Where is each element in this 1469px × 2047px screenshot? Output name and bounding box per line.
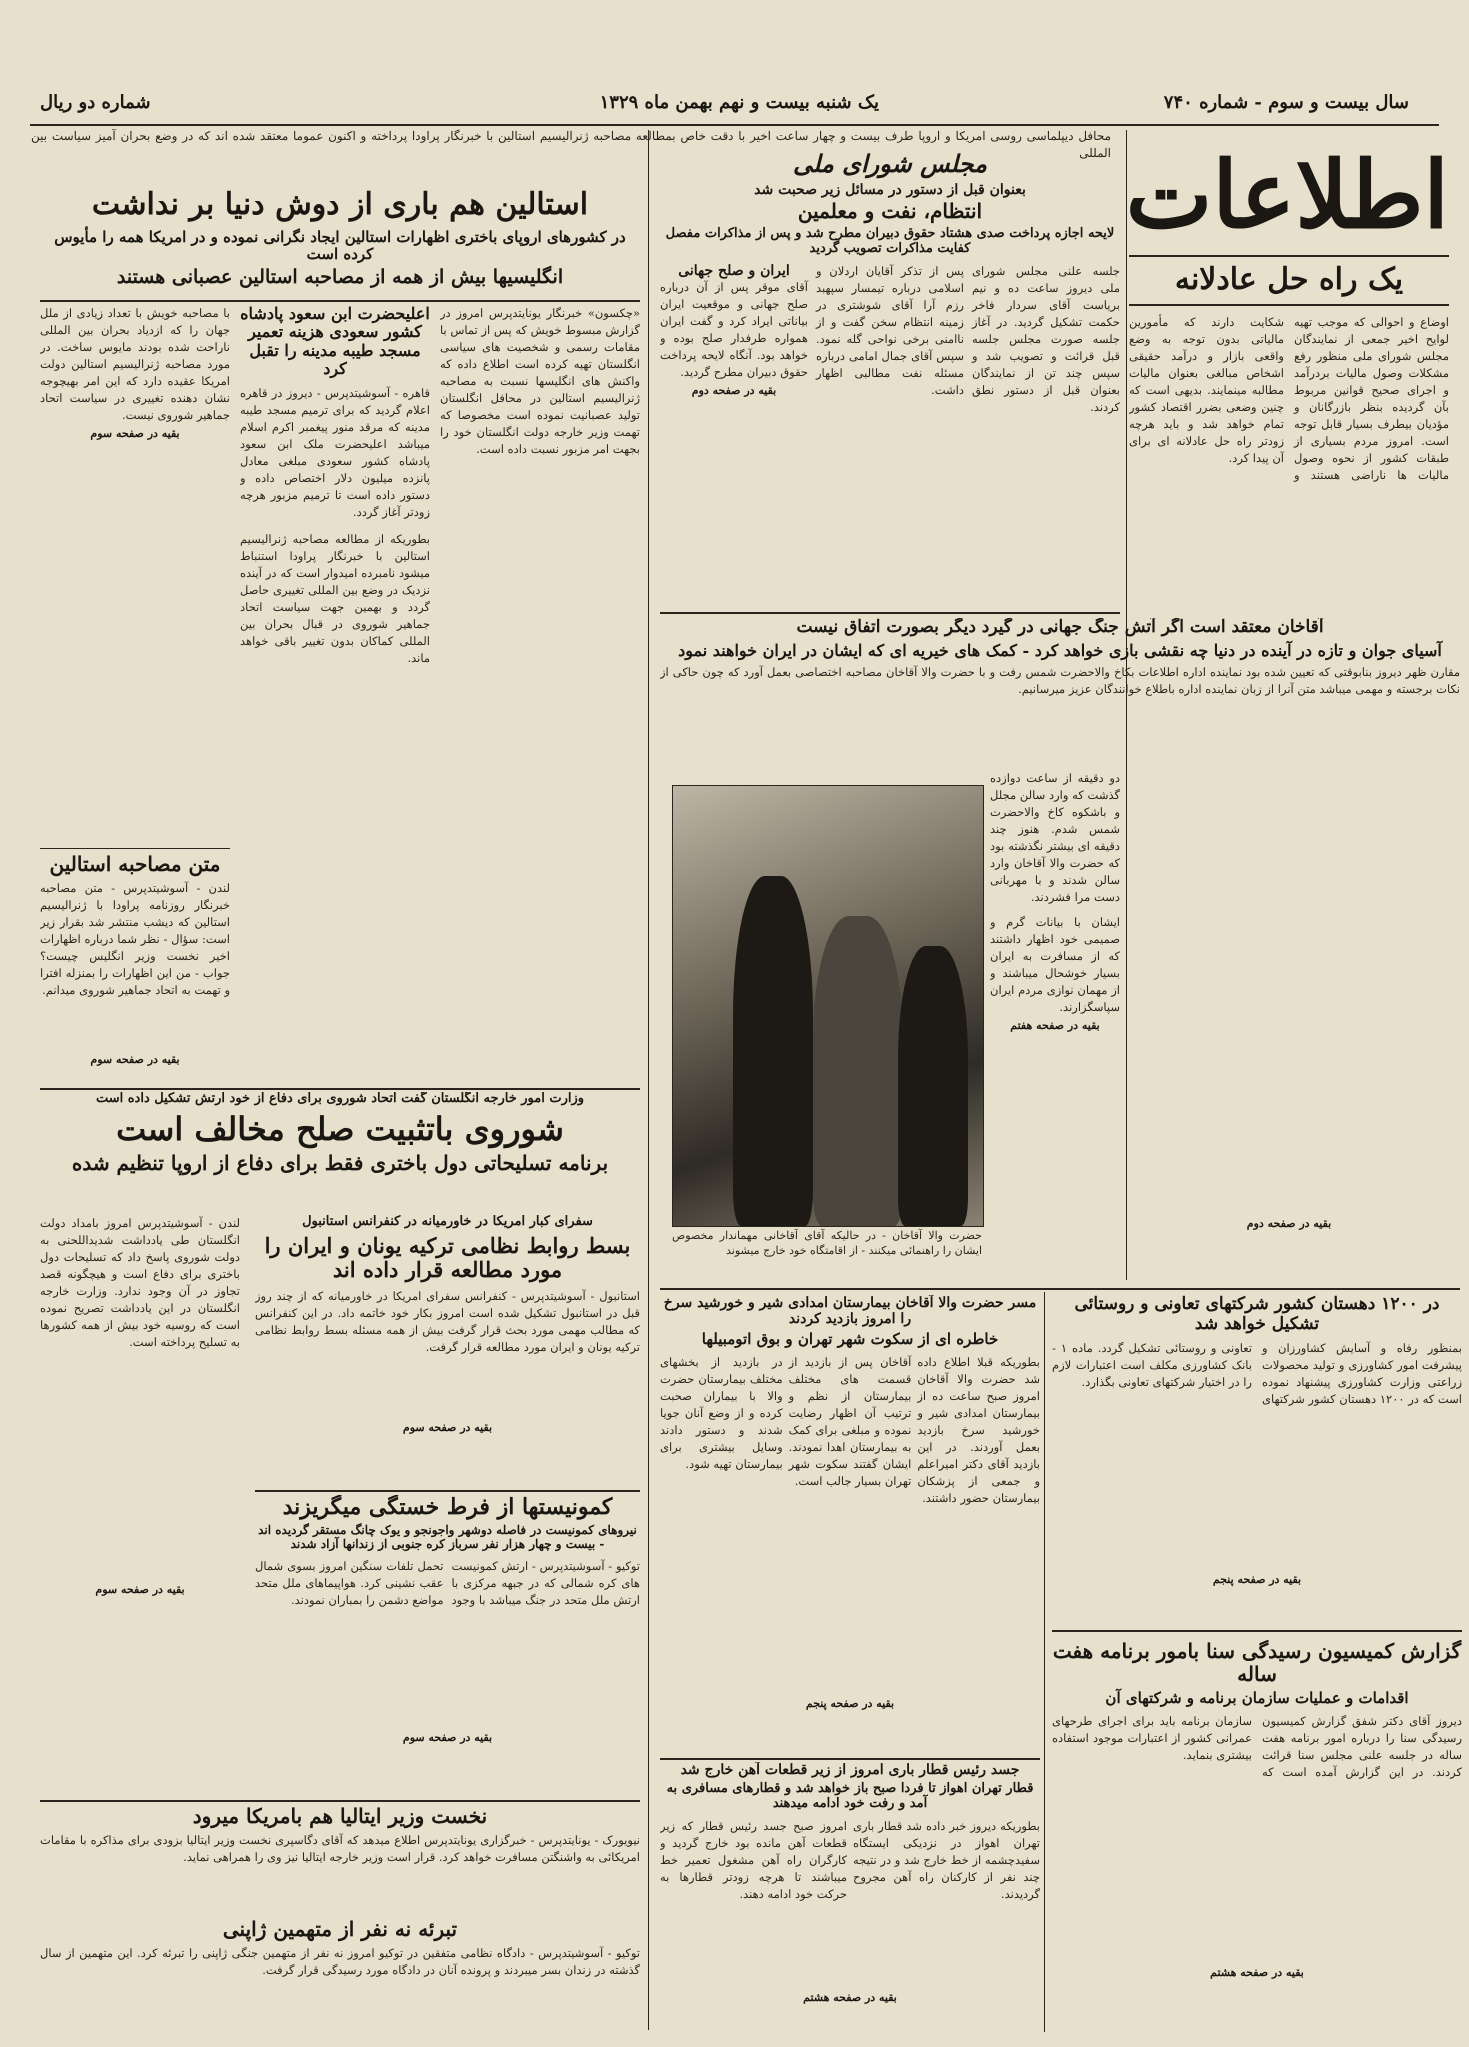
communist-continued: بقیه در صفحه سوم: [402, 1730, 493, 1744]
aga-khan-continued: بقیه در صفحه هفتم: [1010, 1019, 1100, 1032]
hospital-columns: [660, 1354, 1040, 1694]
majlis-logo: مجلس شورای ملی: [793, 150, 987, 178]
aga-khan-intro: مقارن ظهر دیروز بنابوقتی که تعیین شده بود نماینده اداره اطلاعات بکاخ والاحضرت شمس رفت و با حضرت والا آقاخان مصاحبه اختصاصی بعمل آورد که چون حاکی از نکات برجسته و مهمی میباشد متن آنرا از زبان نماینده اداره باطلاع خوانندگان عزیز میرسانیم.: [660, 664, 1460, 696]
aga-khan-caption-block: [672, 1228, 982, 1288]
hospital-headline: خاطره ای از سکوت شهر تهران و بوق اتومبیلها: [701, 1330, 999, 1349]
aga-khan-headline: آقاخان معتقد است اگر آتش جنگ جهانی در گیرد دیگر بصورت اتفاق نیست: [796, 618, 1324, 637]
top-rule: [30, 124, 1439, 126]
hospital-continued: بقیه در صفحه پنجم: [805, 1697, 895, 1711]
aga-khan-headlines: [660, 618, 1460, 763]
hospital-col-3: در بازدید از بخشهای مختلف بیمارستان حضرت والا با بیماران صحبت کرده و از وضع آنان جویا شدند و دستور دادند وسایل بیشتری برای بیمارستان تهیه شود.: [660, 1355, 783, 1472]
saudi-headline: اعلیحضرت ابن سعود پادشاه کشور سعودی هزینه تعمیر مسجد طیبه مدینه را تقبل کرد: [240, 305, 430, 379]
col-rule: [648, 130, 649, 2030]
aga-khan-subhead: آسیای جوان و تازه در آینده در دنیا چه نقشی بازی خواهد کرد - کمک های خیریه ای که ایشان در ایران خواهند نمود: [678, 640, 1442, 660]
japan-text: توکیو - آسوشیتدپرس - دادگاه نظامی متفقین در توکیو امروز نه نفر از متهمین جنگی ژاپنی را تبرئه کرد. این متهمین از سال گذشته در زندان بسر میبردند و پرونده آنان در دادگاه مورد رسیدگی قرار گرفت.: [40, 1946, 640, 1977]
majlis-subhead: لایحه اجازه پرداخت صدی هشتاد حقوق دبیران مطرح شد و پس از مذاکرات مفصل کفایت مذاکرات تصویب گردید: [665, 225, 1115, 256]
issue-line: سال بیست و سوم - شماره ۷۴۰: [1163, 92, 1409, 113]
soviet-kicker: وزارت امور خارجه انگلستان گفت اتحاد شوروی برای دفاع از خود ارتش تشکیل داده است: [95, 1092, 585, 1106]
interview-story: [40, 848, 230, 1088]
editorial-headline: یک راه حل عادلانه: [1129, 255, 1449, 306]
italy-headline: نخست وزیر ایتالیا هم بامریکا میرود: [192, 1805, 488, 1828]
hospital-kicker: مسر حضرت والا آقاخان بیمارستان امدادی شیر و خورشید سرخ را امروز بازدید کردند: [663, 1295, 1037, 1328]
soviet-headline: شوروی باتثبیت صلح مخالف است: [116, 1109, 564, 1148]
photo-figure-right: [898, 946, 968, 1226]
cooperatives-headline: در ۱۲۰۰ دهستان کشور شرکتهای تعاونی و روستائی تشکیل خواهد شد: [1074, 1295, 1440, 1334]
senate-headline: گزارش کمیسیون رسیدگی سنا بامور برنامه هفت ساله: [1052, 1640, 1462, 1686]
communist-subhead: نیروهای کمونیست در فاصله دوشهر واجونجو و یوک چانگ مستقر گردیده اند - بیست و چهار هزار نفر سرباز کره جنوبی از زندانها آزاد شدند: [258, 1523, 637, 1552]
railway-col-1: بطوریکه دیروز خبر داده شد قطار باری تهران اهواز در نزدیکی ایستگاه سفیدچشمه از خط خارج شد و در نتیجه چند نفر از کارکنان راه آهن مجروح گردیدند.: [853, 1818, 1040, 1901]
railway-columns: [660, 1818, 1040, 1988]
stalin-col-1: «چکسون» خبرنگار یونایتدپرس امروز در گزارش مبسوط خویش که پس از تماس با مقامات رسمی و شخصیت های سیاسی انگلستان تهیه کرده است اطلاع داده که واکنش های انگلیسها نسبت به مصاحبه ژنرالیسیم استالین در محافل انگلستان تولید عصبانیت نموده است مخصوصا که تهمت وزیر خارجه دولت انگلستان خود را بجهت امر مزبور نسبت داده است.: [440, 306, 640, 456]
majlis-headline: انتظام، نفت و معلمین: [797, 198, 983, 223]
majlis-col-3-block: [660, 263, 808, 543]
majlis-columns: [660, 263, 1120, 543]
aga-khan-photo: [672, 785, 984, 1227]
editorial-text: اوضاع و احوالی که موجب تهیه لوایح اخیر جمعی از نمایندگان مجلس شورای ملی منظور رفع مشکلات وصول مالیات بردرآمد و اجرای صحیح قوانین مربوط بآن گردیده بنظر بازرگانان و مؤدیان بیطرف بسیار قابل توجه است. امروز مردم بسیاری از طبقات کشور از نحوه وصول مالیات ها ناراضی هستند و شکایت دارند که مأمورین مالیاتی بدون توجه به وضع واقعی بازار و درآمد حقیقی اشخاص مبالغی بعنوان مالیات مطالبه مینمایند. بدیهی است که چنین وضعی بضرر اقتصاد کشور تمام خواهد شد و باید هرچه زودتر راه حل عادلانه ای برای آن پیدا کرد.: [1129, 314, 1449, 482]
date-line: یک شنبه بیست و نهم بهمن ماه ۱۳۲۹: [599, 92, 879, 113]
photo-figure-left: [733, 876, 813, 1226]
turkey-story: [255, 1215, 640, 1485]
photo-figure-center: [813, 916, 903, 1226]
soviet-text: لندن - آسوشیتدپرس امروز بامداد دولت انگلستان طی یادداشت شدیداللحنی به دولت شوروی پاسخ داد که تسلیحات دول باختری برای دفاع است و هیچگونه قصد تجاوز در آن وجود ندارد. وزارت خارجه انگلستان در این یادداشت تصریح نموده است که روسیه خود بیش از همه کشورها به تسلیح پرداخته است.: [40, 1216, 240, 1349]
hospital-story: [660, 1295, 1040, 1755]
aga-khan-col-1: دو دقیقه از ساعت دوازده گذشت که وارد سالن مجلل و باشکوه کاخ والاحضرت شمس شدم. هنوز چند دقیقه ای بیشتر نگذشته بود که حضرت والا آقاخان وارد سالن شدند و با مهربانی دست مرا فشردند.: [990, 771, 1120, 904]
senate-continued: بقیه در صفحه هشتم: [1210, 1966, 1304, 1980]
aga-khan-col-2: ایشان با بیانات گرم و صمیمی خود اظهار داشتند که از مسافرت به ایران بسیار خوشحال میباشند و از مهمان نوازی مردم ایران سپاسگزارند.: [990, 915, 1120, 1014]
rule: [660, 612, 1120, 614]
senate-text: دیروز آقای دکتر شفق گزارش کمیسیون رسیدگی سنا را درباره امور برنامه هفت ساله در جلسه علنی مجلس سنا قرائت کردند. در این گزارش آمده است که سازمان برنامه باید برای اجرای طرحهای عمرانی کشور از اعتبارات موجود استفاده بیشتری بنماید.: [1052, 1714, 1462, 1780]
top-intro: محافل دیپلماسی روسی امریکا و اروپا طرف بیست و چهار ساعت اخیر با دقت خاص بمطالعه مصاحبه ژنرالیسیم استالین با خبرنگار پراودا پرداخته و اکنون عموما معتقد شده اند که در وضع بحران آمیز سیاست بین المللی: [31, 129, 1111, 160]
majlis-continued: بقیه در صفحه دوم: [691, 383, 777, 397]
soviet-continued: بقیه در صفحه سوم: [95, 1583, 185, 1596]
majlis-col-3: آقای موقر پس از آن درباره صلح جهانی و موقعیت ایران بیاناتی ایراد کرد و گفت ایران همواره طرفدار صلح بوده و خواهد بود. آنگاه لایحه پرداخت حقوق دبیران مطرح گردید.: [660, 279, 808, 379]
railway-story: [660, 1762, 1040, 2032]
railway-col-2: امروز صبح جسد رئیس قطار که زیر قطعات آهن مانده بود خارج گردید و کارگران راه آهن مشغول تعمیر خط میباشند تا هرچه زودتر قطارها به حرکت خود ادامه دهند.: [660, 1818, 847, 1901]
communist-headline: کمونیستها از فرط خستگی میگریزند: [282, 1495, 613, 1520]
stalin-headlines: [40, 188, 640, 298]
saudi-story: [240, 305, 430, 1085]
stalin-subhead-1: در کشورهای اروپای باختری اظهارات استالین ایجاد نگرانی نموده و در امریکا همه را مأیوس کرده است: [54, 227, 626, 263]
turkey-kicker: سفرای کبار امریکا در خاورمیانه در کنفرانس استانبول: [302, 1215, 593, 1229]
italy-story: [40, 1805, 640, 1915]
rule: [660, 1758, 1040, 1760]
aga-khan-body: [990, 770, 1120, 1280]
editorial-continued: بقیه در صفحه دوم: [1246, 1216, 1332, 1230]
majlis-story: [660, 150, 1120, 610]
italy-text: نیویورک - یونایتدپرس - خبرگزاری یونایتدپرس اطلاع میدهد که آقای دگاسپری نخست وزیر ایتالیا بزودی برای مذاکره با مقامات امریکائی به واشنگتن مسافرت خواهد کرد. قرار است وزیر خارجه ایتالیا نیز وی را همراهی نماید.: [40, 1833, 640, 1864]
railway-kicker: جسد رئیس قطار باری امروز از زیر قطعات آهن خارج شد: [680, 1762, 1020, 1778]
senate-story: [1052, 1640, 1462, 2030]
interview-text: لندن - آسوشیتدپرس - متن مصاحبه خبرنگار روزنامه پراودا با ژنرالیسیم استالین که دیشب منتشر شد بقرار زیر است: سؤال - نظر شما درباره اظهارات اخیر نخست وزیر انگلیس چیست؟ جواب - من این اظهارات را بمنزله افترا و تهمت به اتحاد جماهیر شوروی میدانم.: [40, 881, 230, 997]
railway-continued: بقیه در صفحه هشتم: [803, 1990, 897, 2004]
cooperatives-text: بمنظور رفاه و آسایش کشاورزان و پیشرفت امور کشاورزی و تولید محصولات زراعتی وزارت کشاورزی پیشنهاد نموده است که در ۱۲۰۰ دهستان کشور شرکتهای تعاونی و روستائی تشکیل گردد. ماده ۱ - بانک کشاورزی مکلف است اعتبارات لازم را در اختیار شرکتهای تعاونی بگذارد.: [1052, 1341, 1462, 1407]
hospital-col-1: بطوریکه قبلا اطلاع داده شد حضرت والا آقاخان امروز صبح ساعت ده از بیمارستان امدادی شیر و خورشید سرخ بازدید بعمل آوردند. در این بازدید آقای دکتر امیراعلم و جمعی از پزشکان بیمارستان حضور داشتند.: [917, 1355, 1040, 1506]
japan-headline: تبرئه نه نفر از متهمین ژاپنی: [222, 1918, 458, 1941]
rule: [1052, 1630, 1462, 1632]
cooperatives-continued: بقیه در صفحه پنجم: [1212, 1573, 1302, 1587]
stalin-continued: بقیه در صفحه سوم: [90, 427, 180, 440]
rule: [40, 1088, 640, 1090]
col-rule: [1044, 1292, 1045, 2032]
soviet-body: [40, 1215, 240, 1610]
communist-text: توکیو - آسوشیتدپرس - ارتش کمونیست های کره شمالی که در جبهه مرکزی با ارتش ملل متحد در جنگ میباشد با وجود تحمل تلفات سنگین امروز بسوی شمال عقب نشینی کرد. هواپیماهای ملل متحد مواضع دشمن را بمباران نمودند.: [255, 1558, 640, 1607]
majlis-kicker: بعنوان قبل از دستور در مسائل زیر صحبت شد: [754, 181, 1026, 198]
hospital-col-2: آقاخان پس از بازدید از قسمت های مختلف بیمارستان از نظم و ترتیب آن اظهار رضایت نموده و مبلغی برای کمک به بیمارستان اهدا نمودند. ایشان گفتند سکوت شهر تهران بسیار جالب است.: [788, 1355, 912, 1489]
rule: [40, 300, 640, 302]
turkey-text: استانبول - آسوشیتدپرس - کنفرانس سفرای امریکا در خاورمیانه که از چند روز قبل در استانبول تشکیل شده است امروز بکار خود خاتمه داد. در این کنفرانس که مطالب مهمی مورد بحث قرار گرفت بیش از همه مسئله بسط روابط نظامی ترکیه یونان و ایران مورد مطالعه قرار گرفت.: [255, 1289, 640, 1355]
soviet-headlines: [40, 1092, 640, 1212]
stalin-col-2: بطوریکه از مطالعه مصاحبه ژنرالیسیم استالین با خبرنگار پراودا استنباط میشود نامبرده امیدوار است که در آینده نزدیک در وضع بین المللی تغییری حاصل گردد و بهمین جهت سیاست اتحاد جماهیر شوروی در قبال بحران بین المللی کماکان بدون تغییر باقی خواهد ماند.: [240, 531, 430, 665]
stalin-col-3: با مصاحبه خویش با تعداد زیادی از ملل جهان را که ازدیاد بحران بین المللی ناراحت شده بودند مایوس ساخت. در مورد مصاحبه ژنرالیسیم استالین دولت امریکا عقیده دارد که این امر بهیچوجه نشان دهنده تغییری در سیاست اتحاد جماهیر شوروی نیست.: [40, 306, 230, 422]
majlis-col-2: پس از تذکر آقایان اردلان و اسلامی درباره تیمسار سپهبد رزم آرا آقای شوشتری در زمینه انتظام سخن گفت و از ناامنی برخی نواحی گله نمود. سپس آقای جمال امامی درباره مسئله نفت مطالبی اظهار داشت.: [816, 263, 964, 397]
senate-subhead: اقدامات و عملیات سازمان برنامه و شرکتهای آن: [1105, 1689, 1409, 1707]
rule: [660, 1288, 1460, 1290]
interview-continued: بقیه در صفحه سوم: [90, 1053, 180, 1066]
turkey-headline: بسط روابط نظامی ترکیه یونان و ایران را مورد مطالعه قرار داده اند: [264, 1232, 631, 1283]
saudi-text: قاهره - آسوشیتدپرس - دیروز در قاهره اعلام گردید که برای ترمیم مسجد طیبه مدینه که مرقد منور پیغمبر اکرم اسلام میباشد اعلیحضرت ملک ابن سعود پادشاه کشور سعودی مبلغی معادل پانزده میلیون دلار اختصاص داده و دستور داده است تا ترمیم مزبور هرچه زودتر آغاز گردد.: [240, 385, 430, 519]
soviet-subhead: برنامه تسلیحاتی دول باختری فقط برای دفاع از اروپا تنظیم شده: [71, 1150, 609, 1175]
masthead-title: اطلاعات: [1125, 141, 1449, 249]
rule: [255, 1490, 640, 1492]
stalin-subhead-2: انگلیسیها بیش از همه از مصاحبه استالین عصبانی هستند: [116, 266, 564, 288]
price-line: شماره دو ریال: [40, 92, 151, 113]
cooperatives-story: [1052, 1295, 1462, 1625]
interview-headline: متن مصاحبه استالین: [40, 848, 230, 876]
aga-khan-caption: حضرت والا آقاخان - در حالیکه آقای آقاخانی مهماندار مخصوص ایشان را راهنمائی میکنند - از اقامتگاه خود خارج میشوند: [672, 1229, 982, 1257]
dateline: [30, 88, 1439, 122]
majlis-col-1: جلسه علنی مجلس شورای ملی دیروز ساعت ده و نیم بریاست آقای سردار فاخر حکمت تشکیل گردید. در آغاز جلسه صورت مجلس جلسه قبل قرائت و تصویب شد و سپس چند تن از نمایندگان بعنوان قبل از دستور نطق کردند.: [972, 263, 1120, 414]
rule: [40, 1800, 640, 1802]
japan-story: [40, 1918, 640, 2028]
communist-story: [255, 1495, 640, 1795]
majlis-subheading: ایران و صلح جهانی: [678, 262, 790, 279]
stalin-headline: استالین هم باری از دوش دنیا بر نداشت: [91, 188, 589, 222]
railway-headline: قطار تهران اهواز تا فردا صبح باز خواهد شد و قطارهای مسافری به آمد و رفت خود ادامه میدهند: [666, 1781, 1034, 1812]
turkey-continued: بقیه در صفحه سوم: [402, 1421, 493, 1435]
